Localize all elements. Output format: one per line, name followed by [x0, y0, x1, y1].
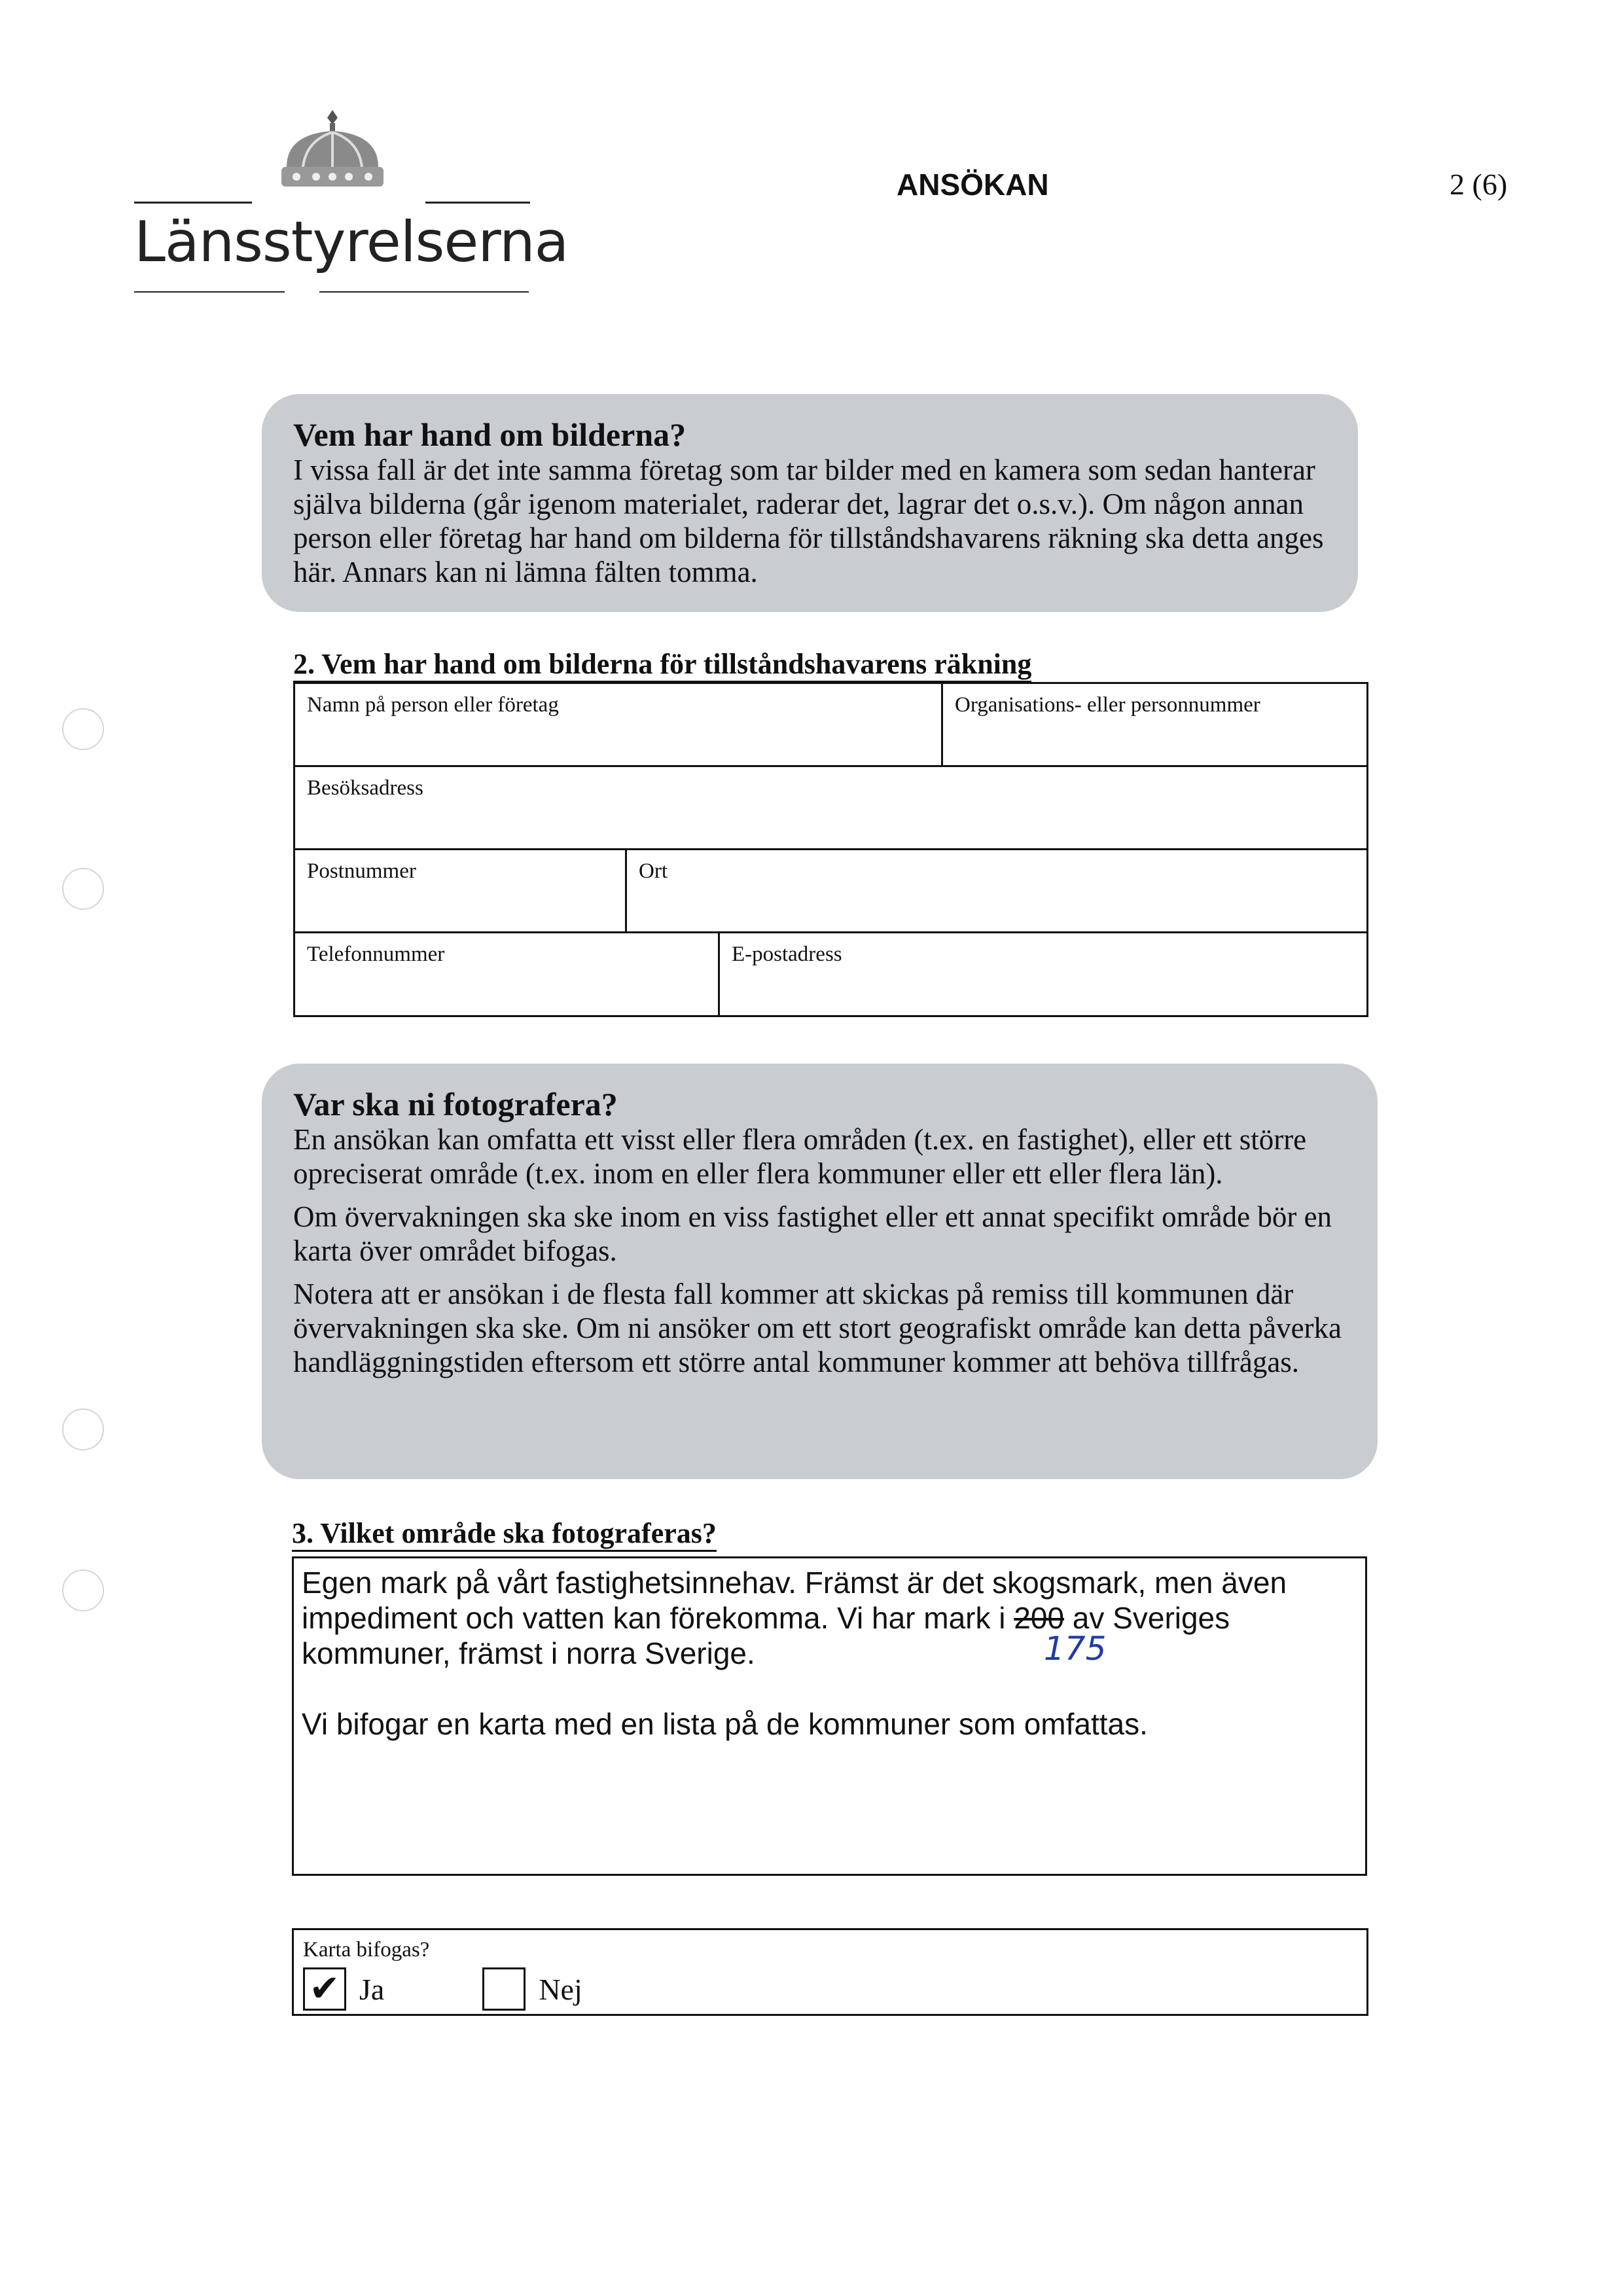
form-row — [295, 767, 1366, 850]
answer-text: Vi bifogar en karta med en lista på de kommuner som omfattas. — [302, 1707, 1148, 1741]
info-box-who-handles-images — [262, 394, 1358, 612]
info-heading: Var ska ni fotografera? — [293, 1086, 618, 1122]
punch-hole — [62, 1408, 104, 1450]
no-checkbox[interactable] — [482, 1967, 526, 2011]
answer-text — [302, 1565, 1357, 1671]
map-attached-panel — [292, 1928, 1368, 2016]
handwritten-correction: 175 — [1044, 1630, 1107, 1668]
phone-field[interactable]: Telefonnummer — [307, 942, 445, 966]
area-answer-field[interactable] — [292, 1556, 1367, 1876]
contact-form-table — [293, 682, 1368, 1017]
punch-hole — [62, 868, 104, 910]
logo-rule — [319, 291, 529, 293]
struck-value: 200 — [1014, 1601, 1065, 1635]
yes-label: Ja — [359, 1972, 385, 2006]
info-text: I vissa fall är det inte samma företag som tar bilder med en kamera som sedan hanterar själva bilderna (går igenom materialet, raderar det, lagrar det o.s.v.). Om någon annan person eller företag har hand om bilderna för tillståndshavarens räkning ska detta anges här. Annars kan ni lämna fälten tomma. — [293, 454, 1324, 588]
document-title: ANSÖKAN — [897, 168, 1049, 202]
logo-rule — [134, 202, 252, 204]
visiting-address-field[interactable]: Besöksadress — [307, 776, 423, 800]
city-field[interactable]: Ort — [625, 850, 1366, 931]
yes-checkbox[interactable] — [303, 1967, 346, 2011]
section-2-heading: 2. Vem har hand om bilderna för tillståndshavarens räkning — [293, 648, 1031, 683]
logo-rule — [134, 291, 285, 293]
page-number: 2 (6) — [1450, 168, 1508, 201]
answer-text-part: Egen mark på vårt fastighetsinnehav. Främst är det skogsmark, men även impediment och vatten kan förekomma. Vi har mark i — [302, 1566, 1287, 1635]
info-text: En ansökan kan omfatta ett visst eller flera områden (t.ex. en fastighet), eller ett större opreciserat område (t.ex. inom en eller flera kommuner eller ett eller flera län). — [293, 1123, 1307, 1190]
form-row — [295, 684, 1366, 767]
info-box-where-to-photograph — [262, 1064, 1378, 1479]
punch-hole — [62, 708, 104, 750]
postal-code-field[interactable]: Postnummer — [307, 859, 416, 883]
crown-logo-icon — [267, 105, 398, 196]
org-number-field[interactable]: Organisations- eller personnummer — [941, 684, 1366, 765]
email-field[interactable]: E-postadress — [718, 933, 1366, 1016]
form-row — [295, 850, 1366, 933]
info-text: Om övervakningen ska ske inom en viss fastighet eller ett annat specifikt område bör en karta över området bifogas. — [293, 1200, 1332, 1267]
checkmark-icon: ✔ — [309, 1967, 340, 2010]
org-name: Länsstyrelserna — [134, 209, 569, 275]
logo-rule — [425, 202, 530, 204]
checkbox-row — [303, 1967, 1357, 2011]
section-3-heading: 3. Vilket område ska fotograferas? — [292, 1517, 717, 1552]
form-row — [295, 933, 1366, 1016]
info-text: Notera att er ansökan i de flesta fall kommer att skickas på remiss till kommunen där övervakningen ska ske. Om ni ansöker om ett stort geografiskt område kan detta påverka handläggningstiden eftersom ett större antal kommuner kommer att behöva tillfrågas. — [293, 1278, 1342, 1378]
no-label: Nej — [539, 1972, 582, 2006]
punch-hole — [62, 1570, 104, 1611]
info-heading: Vem har hand om bilderna? — [293, 416, 687, 453]
name-field[interactable]: Namn på person eller företag — [307, 693, 559, 717]
map-attached-label: Karta bifogas? — [303, 1938, 430, 1962]
answer-text-part: av Sveriges kommuner, främst i norra Sverige. — [302, 1601, 1230, 1670]
